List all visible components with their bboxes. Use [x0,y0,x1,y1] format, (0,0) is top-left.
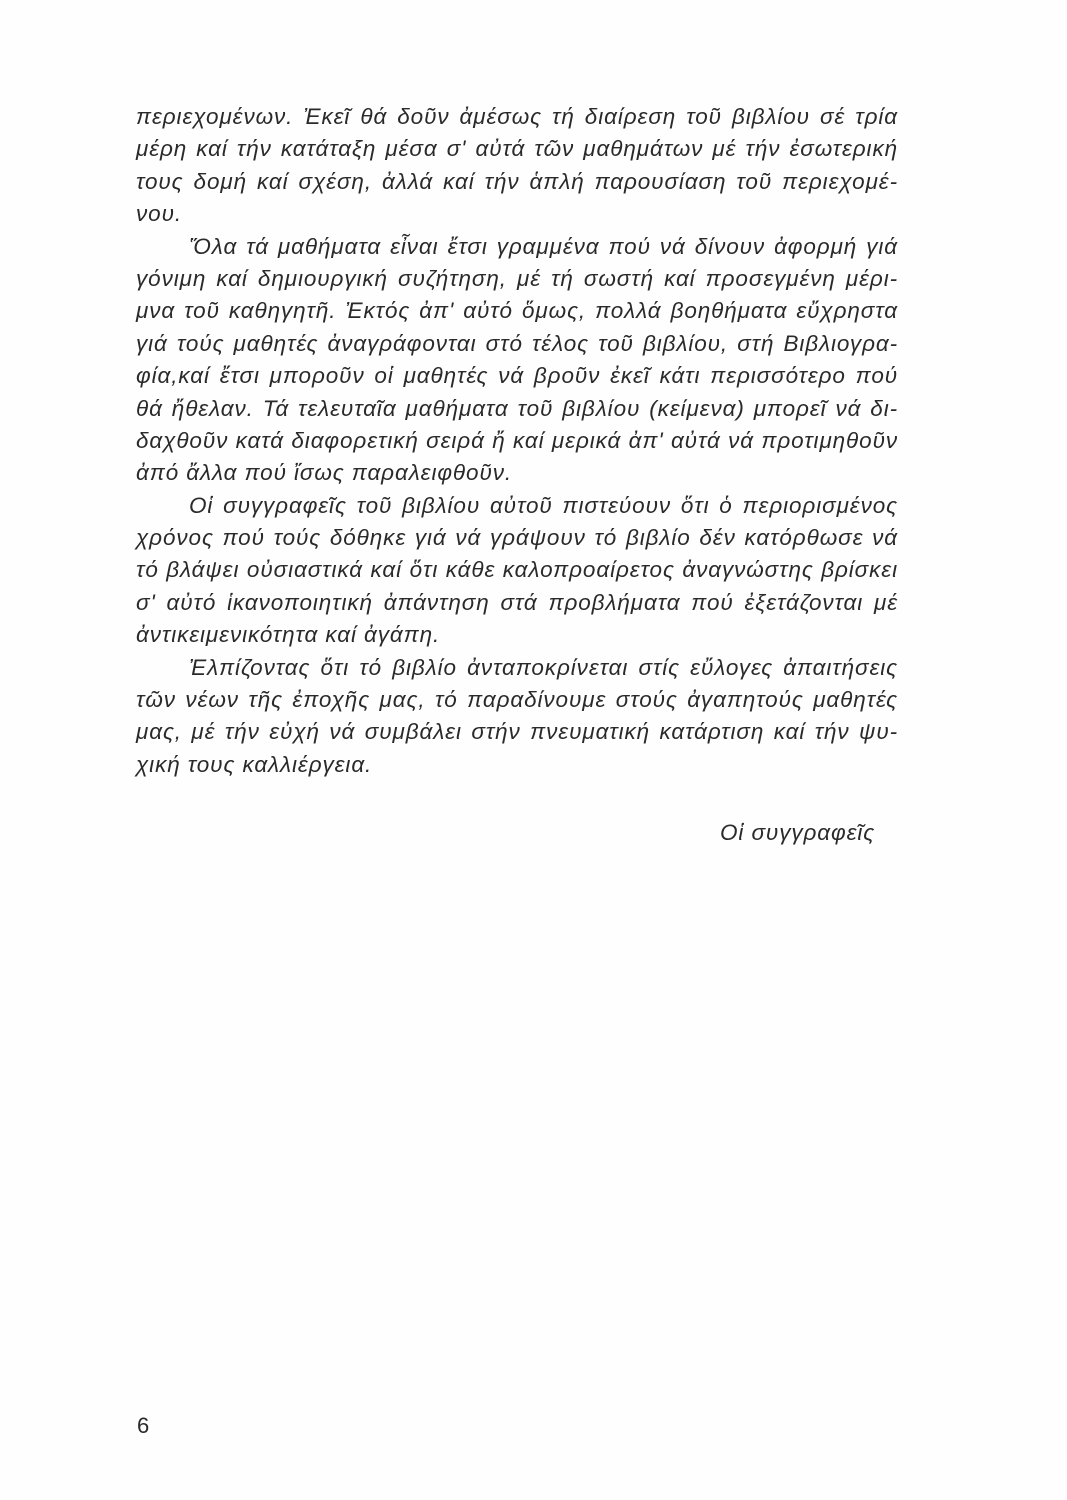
text-line: τῶν νέων τῆς ἐποχῆς μας, τό παραδίνουμε στούς ἀγαπητούς μαθητές [136,687,898,713]
text-line: δαχθοῦν κατά διαφορετική σειρά ἤ καί μερικά ἀπ' αὐτά νά προτιμηθοῦν [136,427,898,453]
text-line: χρόνος πού τούς δόθηκε γιά νά γράψουν τό βιβλίο δέν κατόρθωσε νά [136,525,898,551]
text-line: μνα τοῦ καθηγητῆ. Ἐκτός ἀπ' αὐτό ὅμως, πολλά βοηθήματα εὔχρηστα [136,298,898,324]
text-line: μας, μέ τήν εὐχή νά συμβάλει στήν πνευματική κατάρτιση καί τήν ψυ- [136,719,898,745]
text-line: φία,καί ἔτσι μποροῦν οἱ μαθητές νά βροῦν ἐκεῖ κάτι περισσότερο πού [136,363,898,389]
paragraph-start-line: Ὅλα τά μαθήματα εἶναι ἔτσι γραμμένα πού νά δίνουν ἀφορμή γιά [189,233,898,259]
text-line: σ' αὐτό ἱκανοποιητική ἀπάντηση στά προβλήματα πού ἐξετάζονται μέ [136,589,898,615]
text-line: περιεχομένων. Ἐκεῖ θά δοῦν ἀμέσως τή διαίρεση τοῦ βιβλίου σέ τρία [136,104,898,129]
text-line: γιά τούς μαθητές ἀναγράφονται στό τέλος τοῦ βιβλίου, στή Βιβλιογρα- [136,330,898,356]
text-line: χική τους καλλιέργεια. [136,751,373,777]
text-line: νου. [136,201,182,227]
text-line: γόνιμη καί δημιουργική συζήτηση, μέ τή σωστή καί προσεγμένη μέρι- [136,265,898,291]
page-number: 6 [137,1413,150,1438]
text-line: ἀπό ἄλλα πού ἴσως παραλειφθοῦν. [136,460,513,486]
text-line: τους δομή καί σχέση, ἀλλά καί τήν ἁπλή παρουσίαση τοῦ περιεχομέ- [136,168,898,194]
text-line: ἀντικειμενικότητα καί ἀγάπη. [136,622,441,648]
body-text [136,101,898,781]
signature: Οἱ συγγραφεῖς [720,820,876,845]
text-line: μέρη καί τήν κατάταξη μέσα σ' αὐτά τῶν μαθημάτων μέ τήν ἐσωτερική [136,136,898,162]
paragraph-start-line: Οἱ συγγραφεῖς τοῦ βιβλίου αὐτοῦ πιστεύουν ὅτι ὁ περιορισμένος [189,492,898,518]
text-line: θά ἤθελαν. Τά τελευταῖα μαθήματα τοῦ βιβλίου (κείμενα) μπορεῖ νά δι- [136,395,898,421]
text-line: τό βλάψει οὐσιαστικά καί ὅτι κάθε καλοπροαίρετος ἀναγνώστης βρίσκει [136,557,898,583]
paragraph-start-line: Ἐλπίζοντας ὅτι τό βιβλίο ἀνταποκρίνεται στίς εὔλογες ἀπαιτήσεις [189,654,898,680]
